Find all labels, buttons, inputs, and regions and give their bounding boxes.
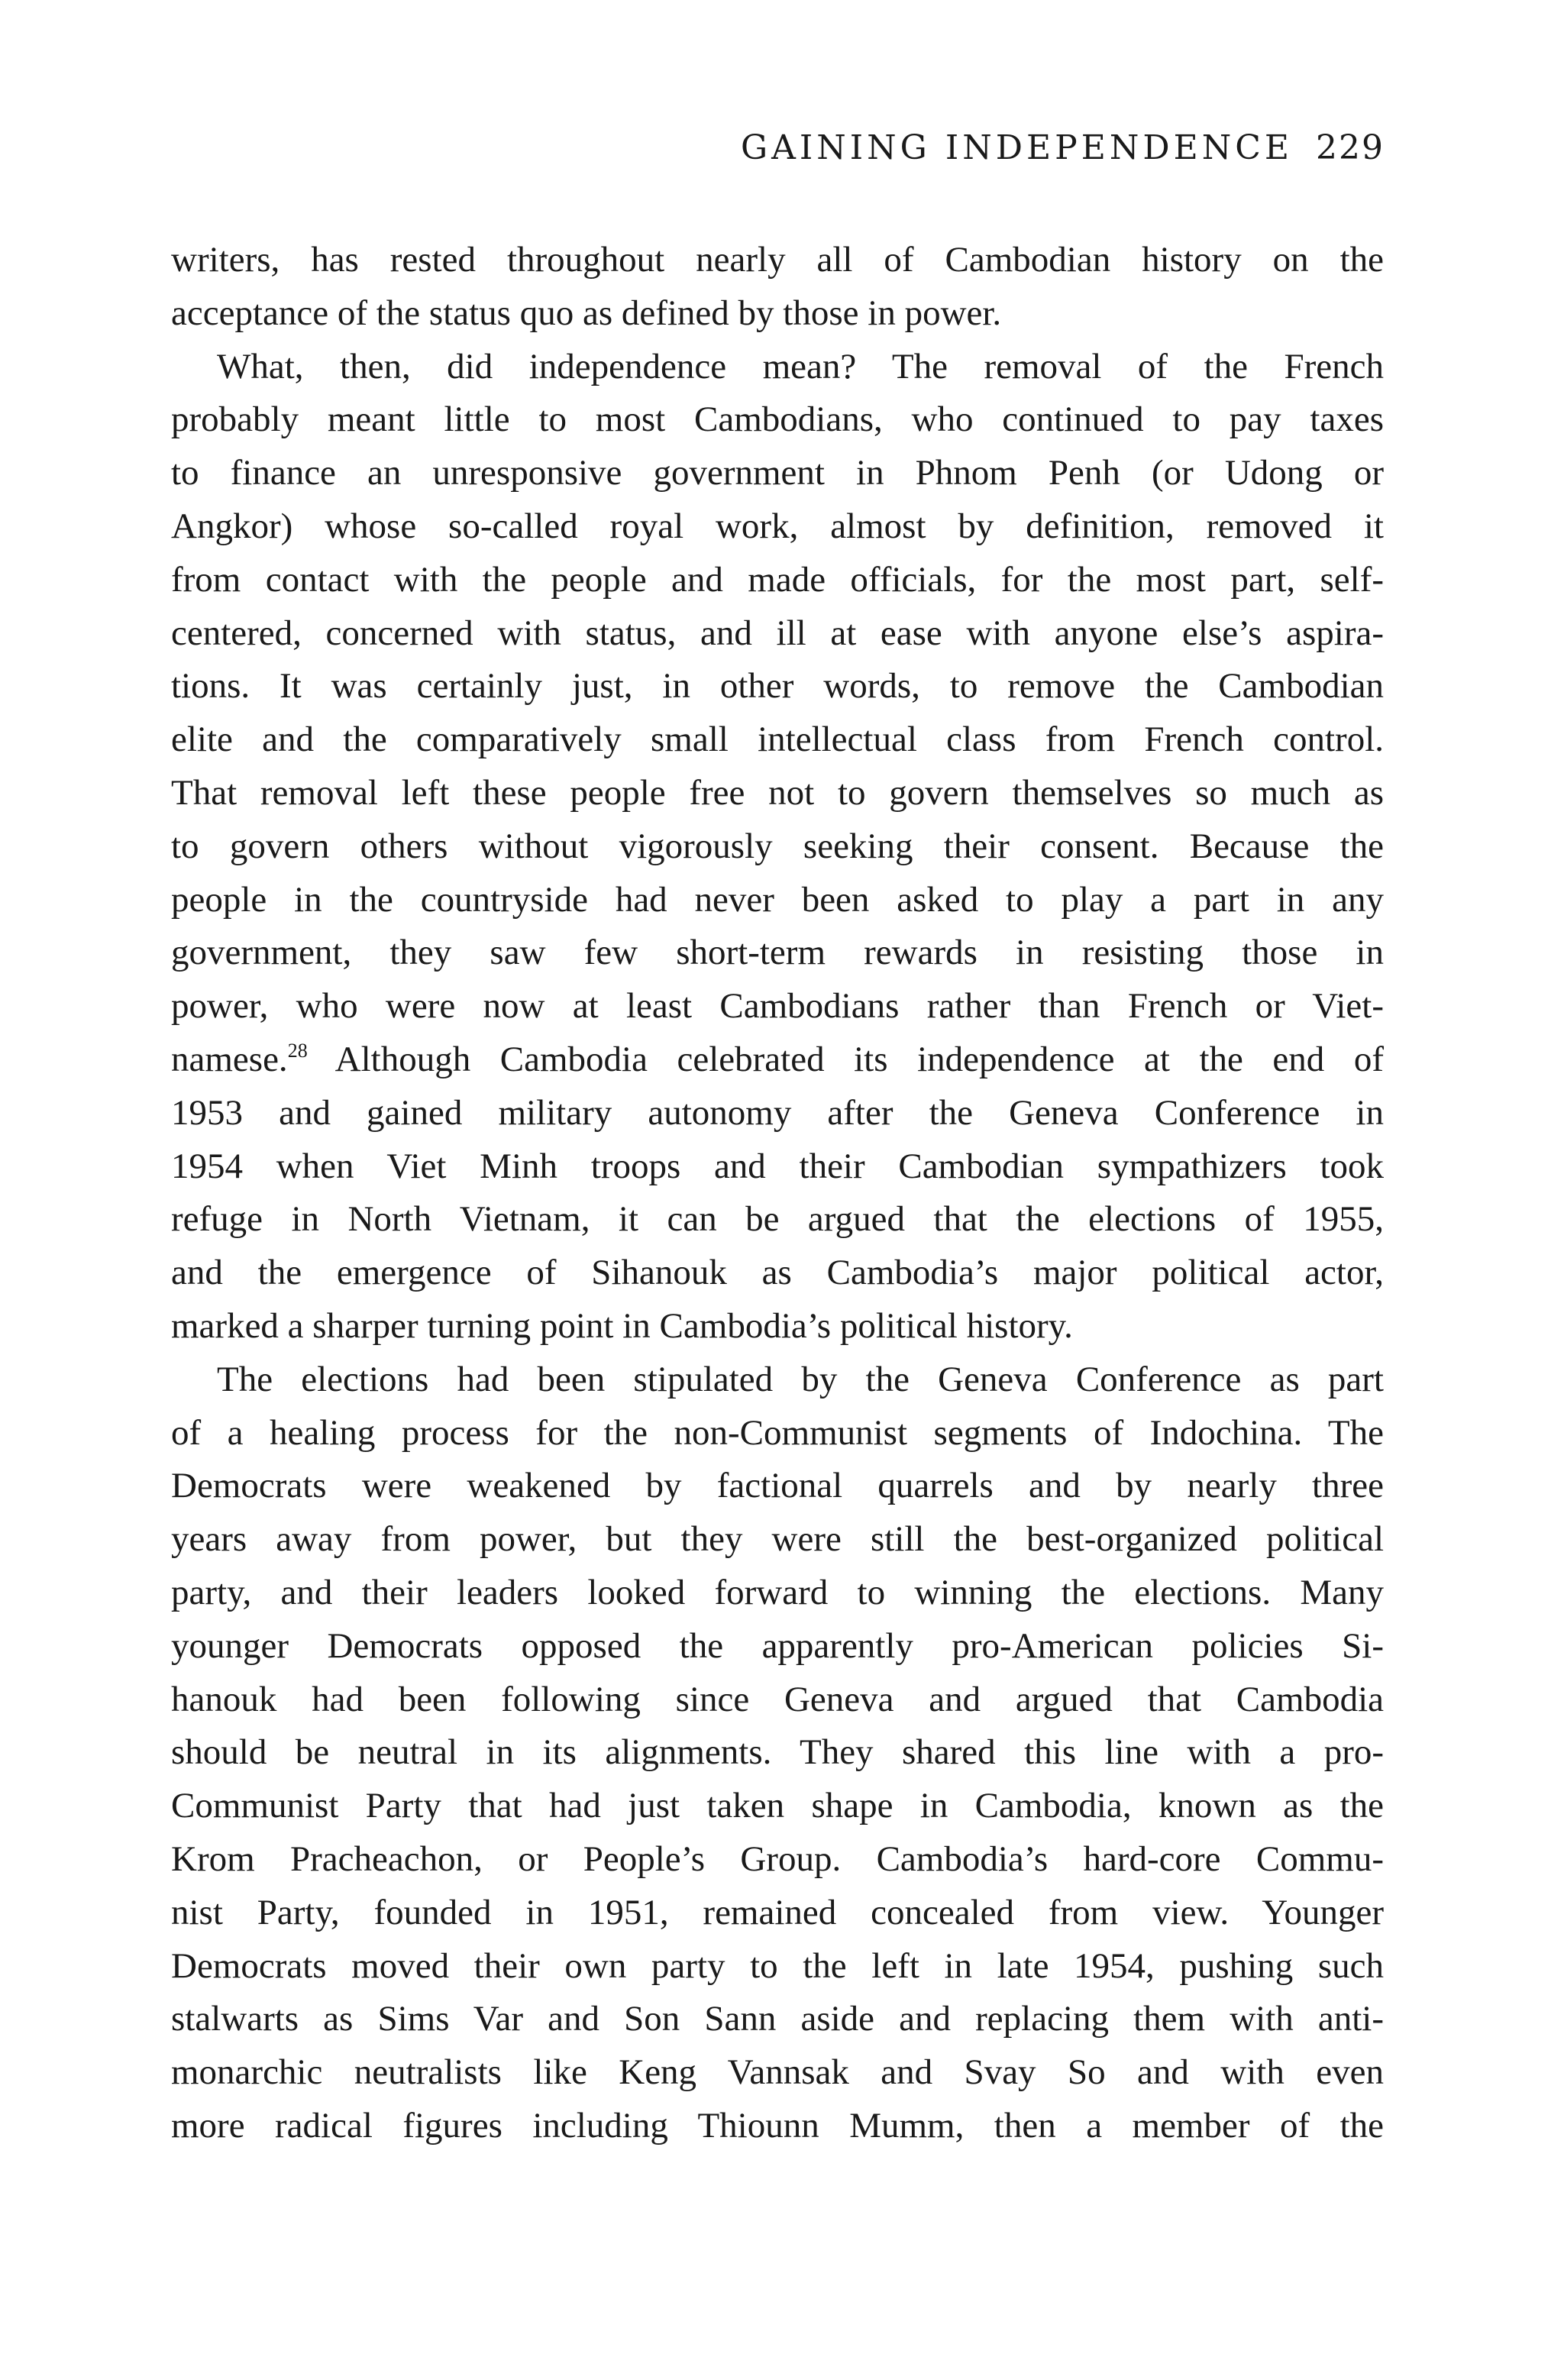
text-line: party, and their leaders looked forward to winning the elections. Many xyxy=(171,1572,1384,1612)
text-line: from contact with the people and made officials, for the most part, self- xyxy=(171,559,1384,600)
text-line: Democrats moved their own party to the left in late 1954, pushing such xyxy=(171,1945,1384,1986)
text-line: younger Democrats opposed the apparently pro-American policies Si- xyxy=(171,1625,1384,1666)
text-line: probably meant little to most Cambodians, who continued to pay taxes xyxy=(171,399,1384,440)
footnote-reference[interactable]: 28 xyxy=(287,1039,308,1062)
text-line: writers, has rested throughout nearly all of Cambodian history on the xyxy=(171,240,1384,280)
text-line: stalwarts as Sims Var and Son Sann aside and replacing them with anti- xyxy=(171,1999,1384,2039)
page-number: 229 xyxy=(1316,128,1385,167)
text-line: elite and the comparatively small intellectual class from French control. xyxy=(171,719,1384,760)
text-line: and the emergence of Sihanouk as Cambodia’s major political actor, xyxy=(171,1253,1384,1293)
text-line: to govern others without vigorously seeking their consent. Because the xyxy=(171,826,1384,866)
text-line: centered, concerned with status, and ill at ease with anyone else’s aspira- xyxy=(171,613,1384,653)
chapter-title: GAINING INDEPENDENCE xyxy=(741,128,1294,167)
text-line: should be neutral in its alignments. They shared this line with a pro- xyxy=(171,1732,1384,1773)
text-line: refuge in North Vietnam, it can be argued that the elections of 1955, xyxy=(171,1199,1384,1240)
text-line: people in the countryside had never been asked to play a part in any xyxy=(171,879,1384,920)
text-line: government, they saw few short-term rewards in resisting those in xyxy=(171,933,1384,973)
text-line: years away from power, but they were still the best-organized political xyxy=(171,1519,1384,1560)
text-line: marked a sharper turning point in Cambodia’s political history. xyxy=(171,1305,1073,1346)
text-fragment: Although Cambodia celebrated its independence at the end of xyxy=(307,1039,1384,1079)
text-line: 1953 and gained military autonomy after the Geneva Conference in xyxy=(171,1092,1384,1133)
body-text xyxy=(171,234,1384,2153)
text-line-with-note xyxy=(171,1033,1384,1087)
text-line: acceptance of the status quo as defined by those in power. xyxy=(171,293,1002,333)
text-line: Communist Party that had just taken shape in Cambodia, known as the xyxy=(171,1786,1384,1826)
text-fragment: namese. xyxy=(171,1039,288,1079)
text-line: of a healing process for the non-Communist segments of Indochina. The xyxy=(171,1412,1384,1453)
text-line: tions. It was certainly just, in other words, to remove the Cambodian xyxy=(171,666,1384,707)
running-head xyxy=(741,128,1385,167)
text-line: Angkor) whose so-called royal work, almost by definition, removed it xyxy=(171,506,1384,546)
text-line: nist Party, founded in 1951, remained concealed from view. Younger xyxy=(171,1892,1384,1932)
text-line: Democrats were weakened by factional quarrels and by nearly three xyxy=(171,1466,1384,1506)
text-line: monarchic neutralists like Keng Vannsak and Svay So and with even xyxy=(171,2052,1384,2093)
text-line: hanouk had been following since Geneva and argued that Cambodia xyxy=(171,1679,1384,1719)
text-line: The elections had been stipulated by the Geneva Conference as part xyxy=(217,1359,1384,1399)
text-line: power, who were now at least Cambodians rather than French or Viet- xyxy=(171,986,1384,1027)
text-line: Krom Pracheachon, or People’s Group. Cambodia’s hard-core Commu- xyxy=(171,1838,1384,1879)
text-line: What, then, did independence mean? The removal of the French xyxy=(217,346,1384,386)
text-line: more radical figures including Thiounn Mumm, then a member of the xyxy=(171,2105,1384,2146)
text-line: to finance an unresponsive government in Phnom Penh (or Udong or xyxy=(171,453,1384,493)
text-line: That removal left these people free not to govern themselves so much as xyxy=(171,772,1384,813)
text-line: 1954 when Viet Minh troops and their Cambodian sympathizers took xyxy=(171,1146,1384,1186)
